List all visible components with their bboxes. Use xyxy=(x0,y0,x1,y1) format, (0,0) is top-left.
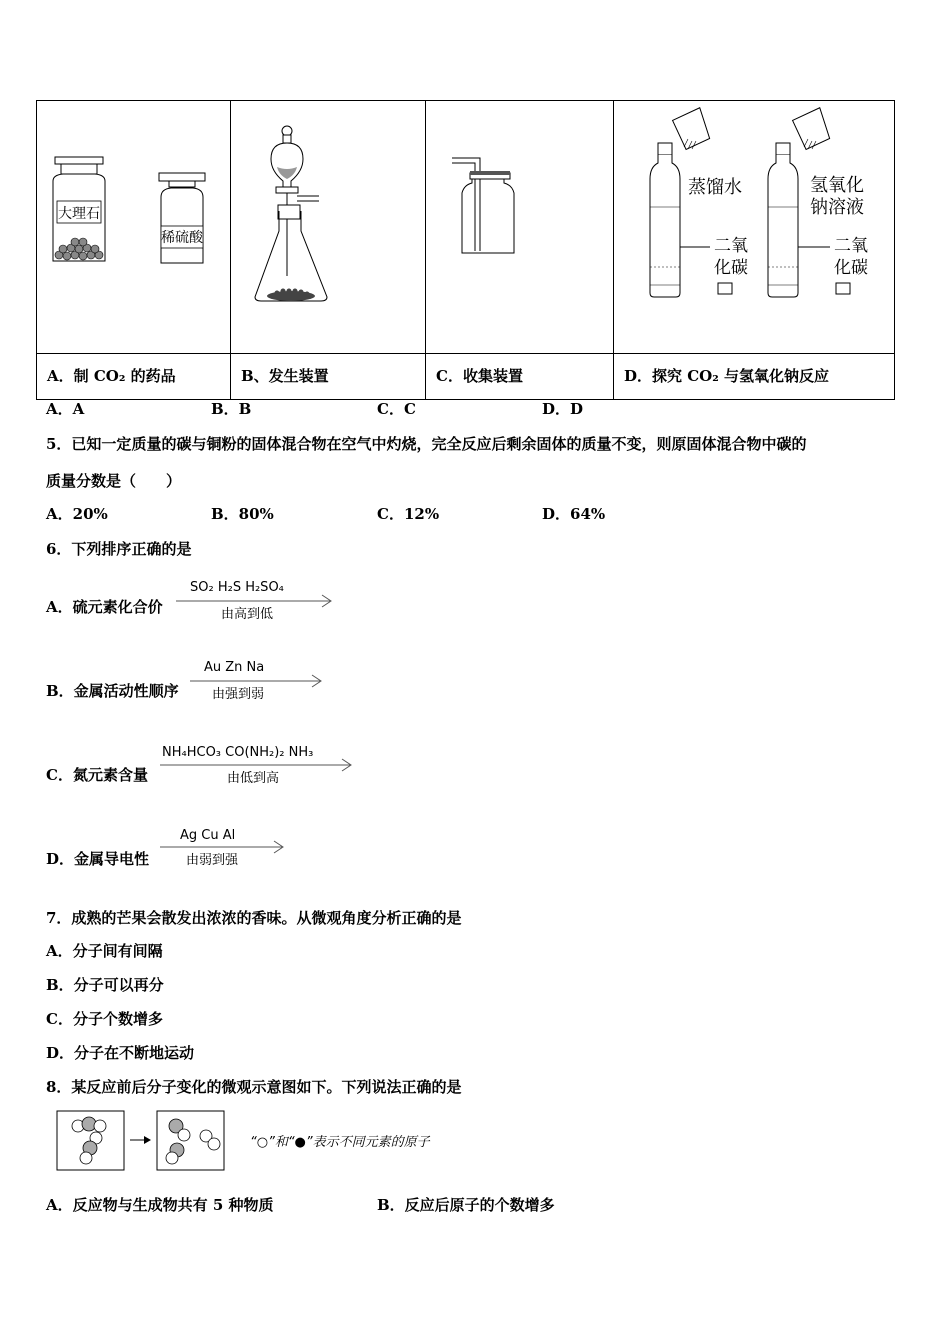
cell-c-figure xyxy=(426,101,614,354)
co2-label-left-2: 化碳 xyxy=(714,258,748,278)
solid-in-flask xyxy=(267,289,315,302)
caption-b: B、发生装置 xyxy=(241,367,329,385)
caption-c: C．收集装置 xyxy=(436,367,523,385)
bottle-right xyxy=(768,155,798,297)
acid-label: 稀硫酸 xyxy=(161,230,203,246)
q7-choice-d[interactable]: D．分子在不断地运动 xyxy=(46,1044,195,1062)
q6-option-a-label[interactable]: A．硫元素化合价 xyxy=(46,598,163,616)
q6-option-d-top: Ag Cu Al xyxy=(180,828,236,843)
beaker-right xyxy=(793,108,834,150)
caption-d: D．探究 CO₂ 与氢氧化钠反应 xyxy=(624,367,830,385)
q6-option-a-bottom: 由高到低 xyxy=(221,607,274,622)
q5-stem-line2: 质量分数是（ ） xyxy=(46,472,182,490)
separatory-funnel xyxy=(271,143,303,187)
apparatus-table xyxy=(36,100,895,400)
q6-option-a-top: SO₂ H₂S H₂SO₄ xyxy=(190,580,284,595)
q8-molecule-diagram xyxy=(56,1110,236,1172)
q6-option-d-label[interactable]: D．金属导电性 xyxy=(46,850,150,868)
q5-stem-line1: 5．已知一定质量的碳与铜粉的固体混合物在空气中灼烧，完全反应后剩余固体的质量不变，则原固体混合物中碳的 xyxy=(46,435,807,453)
q6-option-c-bottom: 由低到高 xyxy=(227,771,280,786)
q6-option-b-top: Au Zn Na xyxy=(204,660,265,675)
q8-choice-b[interactable]: B．反应后原子的个数增多 xyxy=(377,1196,555,1214)
co2-label-left-1: 二氧 xyxy=(714,236,748,256)
q5-choice-d[interactable]: D．64% xyxy=(542,505,606,523)
q5-choice-b[interactable]: B．80% xyxy=(211,505,274,523)
co2-label-right-2: 化碳 xyxy=(834,258,868,278)
reagent-bottles-figure xyxy=(37,101,231,349)
naoh-label-1: 氢氧化 xyxy=(810,175,864,196)
cell-b-figure xyxy=(231,101,426,354)
conical-flask xyxy=(255,211,327,301)
q6-option-b-bottom: 由强到弱 xyxy=(212,687,265,702)
collector-apparatus-figure xyxy=(426,101,614,349)
marble-label: 大理石 xyxy=(58,206,100,222)
q5-choice-a[interactable]: A．20% xyxy=(46,505,108,523)
q8-stem: 8．某反应前后分子变化的微观示意图如下。下列说法正确的是 xyxy=(46,1078,462,1096)
q7-choice-a[interactable]: A．分子间有间隔 xyxy=(46,942,163,960)
q6-stem: 6．下列排序正确的是 xyxy=(46,540,192,558)
q6-option-c-label[interactable]: C．氮元素含量 xyxy=(46,766,148,784)
q7-stem: 7．成熟的芒果会散发出浓浓的香味。从微观角度分析正确的是 xyxy=(46,909,462,927)
distilled-water-label: 蒸馏水 xyxy=(688,177,742,198)
q5-choice-c[interactable]: C．12% xyxy=(377,505,440,523)
co2-naoh-experiment-figure xyxy=(614,101,895,349)
cell-d-figure xyxy=(614,101,895,354)
generator-apparatus-figure xyxy=(231,101,426,349)
co2-label-right-1: 二氧 xyxy=(834,236,868,256)
q4-choice-a[interactable]: A．A xyxy=(46,400,85,418)
q6-option-d-bottom: 由弱到强 xyxy=(186,853,239,868)
acid-bottle xyxy=(161,188,203,263)
beaker-left xyxy=(673,108,714,150)
gas-collecting-bottle xyxy=(462,179,514,253)
q4-choice-d[interactable]: D．D xyxy=(542,400,584,418)
caption-a: A．制 CO₂ 的药品 xyxy=(47,367,176,385)
q6-option-b-label[interactable]: B．金属活动性顺序 xyxy=(46,682,179,700)
q6-option-c-top: NH₄HCO₃ CO(NH₂)₂ NH₃ xyxy=(162,745,314,760)
q8-legend: “○”和“●”表示不同元素的原子 xyxy=(250,1135,430,1150)
q4-choice-c[interactable]: C．C xyxy=(377,400,416,418)
q8-choice-a[interactable]: A．反应物与生成物共有 5 种物质 xyxy=(46,1196,274,1214)
q7-choice-c[interactable]: C．分子个数增多 xyxy=(46,1010,163,1028)
bottle-left xyxy=(650,155,680,297)
marble-bottle-stopper xyxy=(55,157,103,164)
stopcock xyxy=(276,187,298,193)
naoh-label-2: 钠溶液 xyxy=(810,197,864,218)
cell-a-figure xyxy=(37,101,231,354)
q4-choice-b[interactable]: B．B xyxy=(211,400,252,418)
acid-bottle-stopper xyxy=(159,173,205,181)
q7-choice-b[interactable]: B．分子可以再分 xyxy=(46,976,164,994)
